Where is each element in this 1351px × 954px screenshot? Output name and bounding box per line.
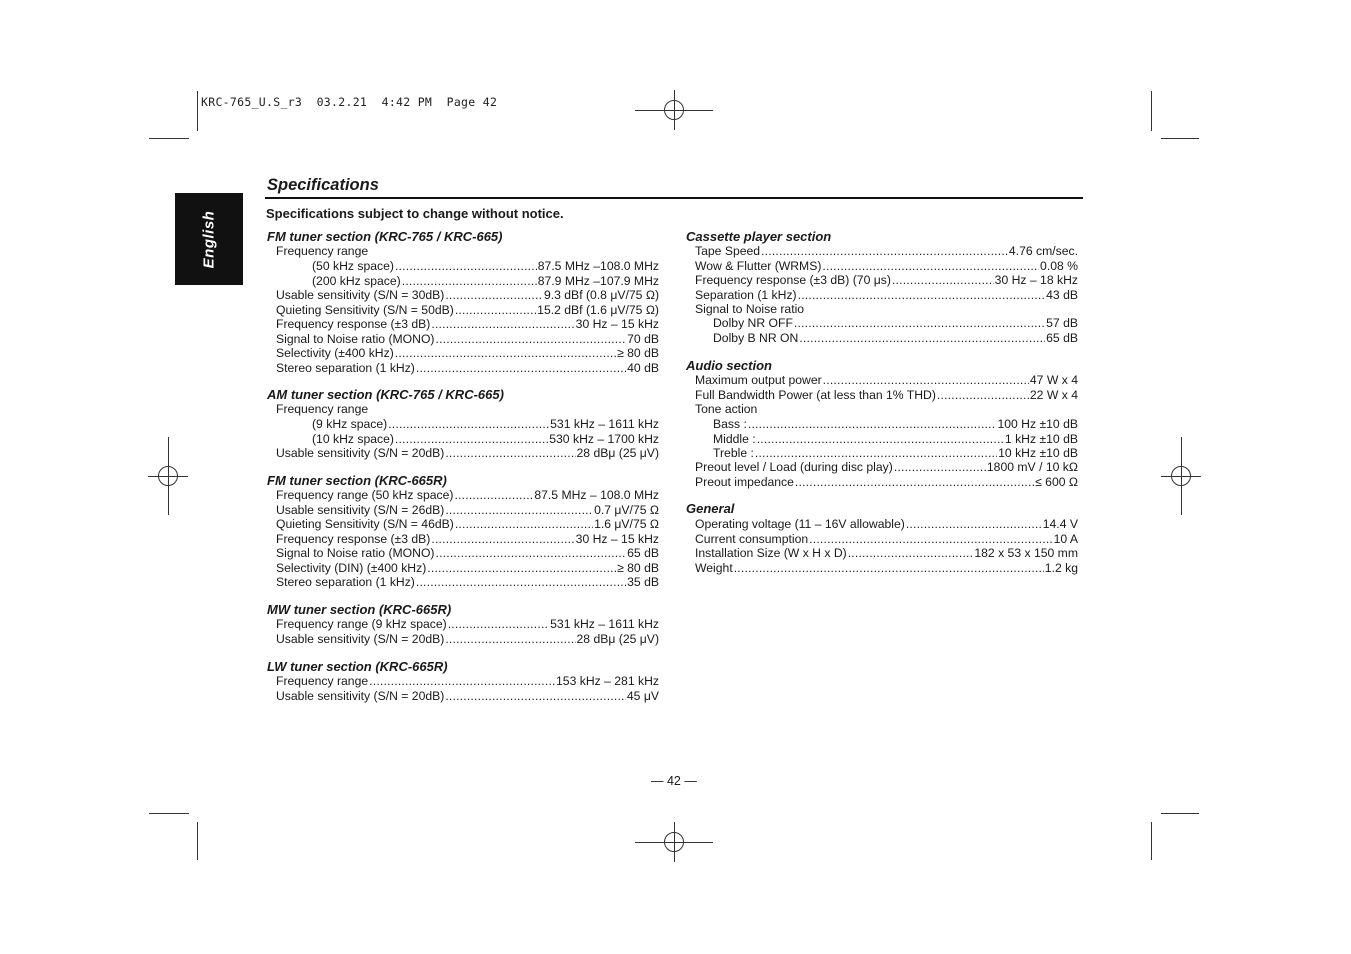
- spec-value: ≥ 80 dB: [617, 346, 659, 360]
- section-title-lw-665r: LW tuner section (KRC-665R): [267, 659, 448, 674]
- spec-value: 531 kHz – 1611 kHz: [550, 617, 659, 631]
- spec-row: [276, 632, 659, 647]
- dot-leader: [795, 475, 1034, 490]
- spec-row: [276, 617, 659, 632]
- dot-leader: [455, 517, 593, 532]
- spec-label: Frequency range: [276, 674, 369, 688]
- dot-leader: [445, 689, 626, 704]
- dot-leader: [799, 331, 1045, 346]
- spec-value: 47 W x 4: [1029, 373, 1078, 387]
- dot-leader: [937, 388, 1029, 403]
- spec-value: 14.4 V: [1042, 517, 1078, 531]
- spec-label: Frequency range (9 kHz space): [276, 617, 447, 631]
- spec-value: 65 dB: [1046, 330, 1078, 345]
- dot-leader: [454, 488, 533, 503]
- spec-row: [276, 288, 659, 303]
- spec-row: [713, 331, 1078, 346]
- spec-row: [276, 689, 659, 704]
- spec-label: Quieting Sensitivity (S/N = 50dB): [276, 302, 454, 317]
- spec-label: Usable sensitivity (S/N = 20dB): [276, 446, 445, 460]
- section-title-cassette: Cassette player section: [686, 229, 832, 244]
- spec-label: Usable sensitivity (S/N = 20dB): [276, 688, 445, 703]
- spec-row: [695, 388, 1078, 403]
- spec-row: [312, 417, 659, 432]
- dot-leader: [445, 446, 575, 461]
- dot-leader: [455, 303, 536, 318]
- page-title: Specifications: [267, 176, 379, 194]
- spec-label: Stereo separation (1 kHz): [276, 575, 415, 589]
- spec-value: 70 dB: [627, 331, 659, 346]
- dot-leader: [395, 259, 537, 274]
- spec-value: 10 A: [1053, 531, 1078, 546]
- dot-leader: [757, 432, 1004, 447]
- spec-label: (10 kHz space): [312, 431, 394, 446]
- spec-value: 182 x 53 x 150 mm: [974, 546, 1078, 560]
- spec-row: [695, 532, 1078, 547]
- spec-value: 65 dB: [627, 546, 659, 560]
- spec-label: Selectivity (DIN) (±400 kHz): [276, 560, 427, 575]
- dot-leader: [906, 517, 1042, 532]
- spec-label: Selectivity (±400 kHz): [276, 346, 394, 360]
- dot-leader: [431, 532, 574, 547]
- dot-leader: [445, 632, 575, 647]
- language-tab: [175, 193, 243, 285]
- spec-value: 28 dBμ (25 μV): [576, 631, 659, 646]
- spec-row: [276, 503, 659, 518]
- spec-row: [695, 259, 1078, 274]
- spec-row: [276, 561, 659, 576]
- spec-value: 0.08 %: [1040, 258, 1078, 273]
- spec-label: Dolby NR OFF: [713, 316, 793, 330]
- spec-label: Full Bandwidth Power (at less than 1% THD): [695, 387, 936, 402]
- dot-leader: [436, 546, 627, 561]
- spec-row: [695, 373, 1078, 388]
- spec-label: Usable sensitivity (S/N = 20dB): [276, 631, 445, 646]
- spec-row: [695, 460, 1078, 475]
- dot-leader: [892, 273, 994, 288]
- spec-value: 4.76 cm/sec.: [1008, 244, 1078, 258]
- spec-label: Frequency response (±3 dB): [276, 317, 431, 331]
- spec-row: [276, 303, 659, 318]
- spec-label: Operating voltage (11 – 16V allowable): [695, 517, 905, 531]
- spec-row: [276, 346, 659, 361]
- spec-row: [276, 317, 659, 332]
- spec-row: [276, 575, 659, 590]
- spec-label: Installation Size (W x H x D): [695, 546, 847, 560]
- spec-value: 15.2 dBf (1.6 μV/75 Ω): [537, 302, 659, 317]
- spec-label: Treble :: [713, 446, 754, 460]
- dot-leader: [402, 274, 537, 289]
- section-title-audio: Audio section: [686, 358, 772, 373]
- spec-label: (9 kHz space): [312, 417, 388, 431]
- dot-leader: [416, 575, 626, 590]
- spec-label: Frequency range (50 kHz space): [276, 488, 454, 502]
- spec-value: 87.5 MHz – 108.0 MHz: [534, 488, 659, 502]
- spec-value: 30 Hz – 15 kHz: [575, 317, 659, 331]
- spec-row: [276, 546, 659, 561]
- spec-value: 1.2 kg: [1044, 560, 1078, 575]
- spec-row: [276, 332, 659, 347]
- spec-label: Preout level / Load (during disc play): [695, 460, 893, 474]
- spec-label: Frequency response (±3 dB): [276, 531, 431, 546]
- spec-label: Frequency range: [276, 402, 369, 416]
- title-rule: [265, 197, 1083, 199]
- spec-value: 0.7 μV/75 Ω: [594, 502, 659, 517]
- spec-label: Separation (1 kHz): [695, 287, 797, 302]
- spec-row: [695, 244, 1078, 259]
- spec-row: [713, 417, 1078, 432]
- spec-label: Frequency response (±3 dB) (70 μs): [695, 273, 891, 287]
- spec-value: 531 kHz – 1611 kHz: [550, 417, 659, 431]
- spec-value: 10 kHz ±10 dB: [998, 446, 1078, 460]
- spec-value: 1800 mV / 10 kΩ: [986, 460, 1078, 474]
- dot-leader: [755, 446, 997, 461]
- spec-row: [276, 674, 659, 689]
- spec-label: Maximum output power: [695, 373, 822, 387]
- dot-leader: [448, 617, 549, 632]
- spec-value: 87.5 MHz –108.0 MHz: [537, 259, 659, 273]
- dot-leader: [395, 432, 548, 447]
- dot-leader: [798, 288, 1046, 303]
- spec-row: [276, 446, 659, 461]
- spec-row: [312, 274, 659, 289]
- dot-leader: [894, 460, 986, 475]
- page-number: — 42 —: [651, 774, 697, 788]
- dot-leader: [427, 561, 616, 576]
- section-title-general: General: [686, 501, 735, 516]
- spec-label: Preout impedance: [695, 474, 794, 489]
- dot-leader: [445, 288, 543, 303]
- spec-label: Tone action: [695, 402, 758, 416]
- dot-leader: [395, 346, 616, 361]
- spec-label: Stereo separation (1 kHz): [276, 360, 415, 375]
- spec-value: 45 μV: [626, 688, 659, 703]
- spec-label: Current consumption: [695, 531, 809, 546]
- spec-label: (50 kHz space): [312, 259, 394, 273]
- spec-row: [312, 259, 659, 274]
- dot-leader: [416, 361, 626, 376]
- spec-row: [276, 488, 659, 503]
- spec-label: Signal to Noise ratio (MONO): [276, 331, 435, 346]
- spec-value: 153 kHz – 281 kHz: [556, 674, 659, 688]
- spec-label: Tape Speed: [695, 244, 761, 258]
- dot-leader: [761, 244, 1008, 259]
- spec-row: [695, 475, 1078, 490]
- language-tab-label: English: [200, 210, 218, 268]
- spec-row: [695, 546, 1078, 561]
- spec-label: Bass :: [713, 417, 747, 431]
- dot-leader: [823, 373, 1029, 388]
- spec-row: [276, 517, 659, 532]
- print-header: KRC-765_U.S_r3 03.2.21 4:42 PM Page 42: [201, 95, 498, 109]
- spec-row: [713, 432, 1078, 447]
- dot-leader: [794, 316, 1045, 331]
- dot-leader: [431, 317, 574, 332]
- spec-label: (200 kHz space): [312, 273, 401, 288]
- dot-leader: [822, 259, 1039, 274]
- dot-leader: [388, 417, 549, 432]
- spec-label: Wow & Flutter (WRMS): [695, 258, 822, 273]
- spec-label: Frequency range: [276, 244, 369, 258]
- spec-value: 40 dB: [627, 360, 659, 375]
- spec-row: [713, 316, 1078, 331]
- dot-leader: [809, 532, 1052, 547]
- spec-label: Usable sensitivity (S/N = 26dB): [276, 502, 445, 517]
- spec-row: [695, 288, 1078, 303]
- spec-value: ≥ 80 dB: [617, 560, 659, 575]
- spec-label: Quieting Sensitivity (S/N = 46dB): [276, 517, 454, 531]
- spec-label: Weight: [695, 560, 733, 575]
- dot-leader: [369, 674, 555, 689]
- spec-label: Dolby B NR ON: [713, 330, 799, 345]
- notice-text: Specifications subject to change without notice.: [266, 206, 564, 221]
- spec-row: [695, 273, 1078, 288]
- spec-row: [713, 446, 1078, 461]
- spec-value: 9.3 dBf (0.8 μV/75 Ω): [543, 288, 659, 302]
- dot-leader: [748, 417, 997, 432]
- section-title-fm-665r: FM tuner section (KRC-665R): [267, 473, 447, 488]
- spec-value: 35 dB: [627, 575, 659, 589]
- spec-value: 1 kHz ±10 dB: [1004, 431, 1078, 446]
- spec-row: [276, 532, 659, 547]
- section-title-am-765: AM tuner section (KRC-765 / KRC-665): [267, 387, 504, 402]
- spec-value: 43 dB: [1046, 287, 1078, 302]
- spec-value: 22 W x 4: [1029, 387, 1078, 402]
- spec-label: Middle :: [713, 431, 756, 446]
- spec-value: 30 Hz – 18 kHz: [994, 273, 1078, 287]
- spec-value: 530 kHz – 1700 kHz: [549, 431, 659, 446]
- spec-value: 30 Hz – 15 kHz: [575, 531, 659, 546]
- section-title-mw-665r: MW tuner section (KRC-665R): [267, 602, 452, 617]
- dot-leader: [848, 546, 974, 561]
- dot-leader: [734, 561, 1044, 576]
- spec-label: Signal to Noise ratio: [695, 302, 805, 316]
- spec-value: ≤ 600 Ω: [1035, 474, 1078, 489]
- spec-row: [312, 432, 659, 447]
- spec-value: 87.9 MHz –107.9 MHz: [537, 273, 659, 288]
- spec-label: Signal to Noise ratio (MONO): [276, 546, 435, 560]
- spec-value: 28 dBμ (25 μV): [576, 446, 659, 460]
- dot-leader: [436, 332, 627, 347]
- spec-value: 1.6 μV/75 Ω: [594, 517, 659, 531]
- spec-label: Usable sensitivity (S/N = 30dB): [276, 288, 445, 302]
- spec-value: 100 Hz ±10 dB: [997, 417, 1078, 431]
- spec-row: [695, 517, 1078, 532]
- spec-row: [695, 561, 1078, 576]
- spec-row: [276, 361, 659, 376]
- spec-value: 57 dB: [1046, 316, 1078, 330]
- section-title-fm-765: FM tuner section (KRC-765 / KRC-665): [267, 229, 503, 244]
- dot-leader: [445, 503, 593, 518]
